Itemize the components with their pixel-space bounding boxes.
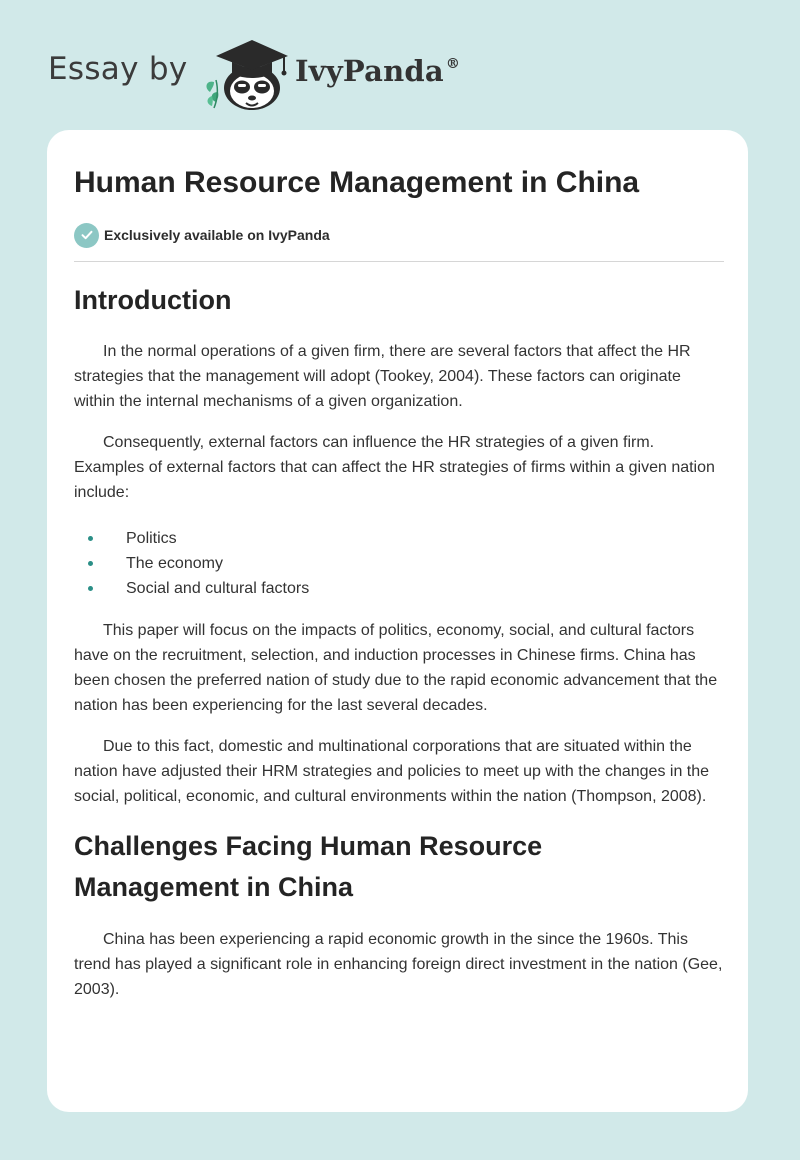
exclusive-badge [74, 222, 330, 248]
panda-graduation-cap-logo-icon[interactable] [200, 36, 296, 112]
section-heading-challenges: Challenges Facing Human Resource Management in China [74, 831, 543, 902]
essay-body [74, 280, 724, 1002]
title-divider [74, 261, 724, 262]
list-item: Social and cultural factors [74, 576, 724, 601]
list-item: The economy [74, 551, 724, 576]
section-heading-introduction: Introduction [74, 285, 232, 315]
paragraph: Consequently, external factors can influence the HR strategies of a given firm. Examples of external factors that can affect the HR strategies of firms within a given nation include: [74, 434, 715, 501]
check-circle-icon [74, 223, 99, 248]
essay-card [47, 130, 748, 1112]
paragraph: In the normal operations of a given firm, there are several factors that affect the HR strategies that the management will adopt (Tookey, 2004). These factors can originate within the internal mechanisms of a given organization. [74, 343, 691, 410]
paragraph: China has been experiencing a rapid economic growth in the since the 1960s. This trend has played a significant role in enhancing foreign direct investment in the nation (Gee, 2003). [74, 931, 723, 998]
exclusive-badge-text: Exclusively available on IvyPanda [104, 227, 330, 243]
site-header [48, 36, 528, 112]
list-item: Politics [74, 526, 724, 551]
paragraph: This paper will focus on the impacts of politics, economy, social, and cultural factors have on the recruitment, selection, and induction processes in Chinese firms. China has been chosen the preferred nation of study due to the rapid economic advancement that the nation has been experiencing for the last several decades. [74, 622, 718, 714]
essay-by-label: Essay by [48, 51, 188, 87]
factors-list [74, 526, 724, 601]
registered-mark: ® [445, 56, 461, 72]
brand-name[interactable]: IvyPanda ® [295, 54, 461, 88]
paragraph: Due to this fact, domestic and multinational corporations that are situated within the nation have adjusted their HRM strategies and policies to meet up with the changes in the social, political, economic, and cultural environments within the nation (Thompson, 2008). [74, 738, 710, 805]
page-title: Human Resource Management in China [74, 166, 640, 199]
